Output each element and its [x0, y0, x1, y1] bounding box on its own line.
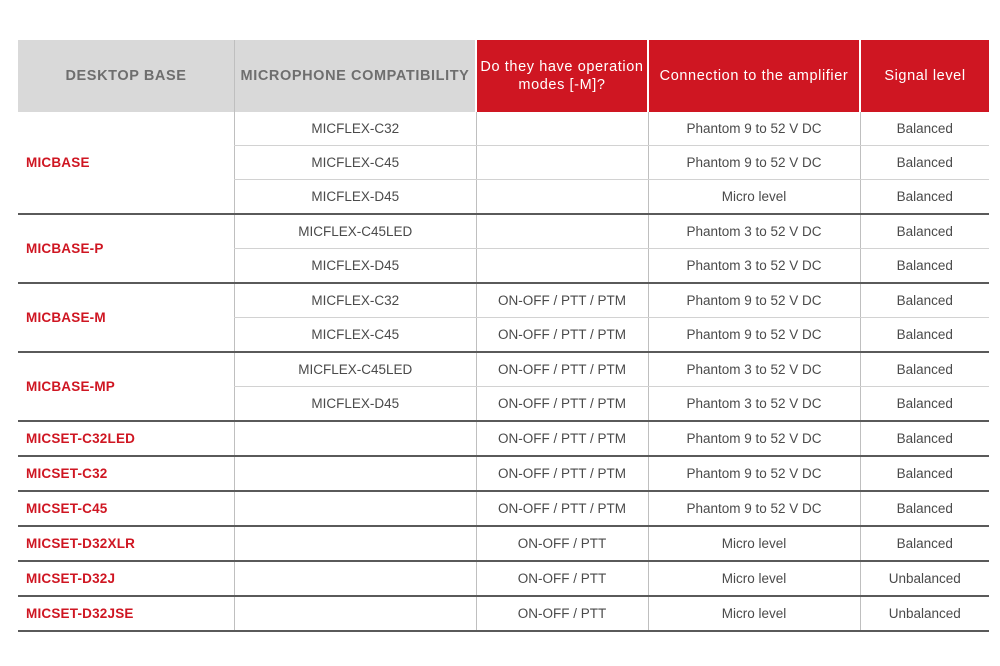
signal-level-cell: Balanced: [860, 491, 989, 526]
signal-level-cell: Balanced: [860, 214, 989, 249]
operation-modes-cell: ON-OFF / PTT / PTM: [476, 491, 648, 526]
microphone-cell: MICFLEX-D45: [235, 249, 477, 284]
microphone-cell: [235, 421, 477, 456]
signal-level-cell: Unbalanced: [860, 596, 989, 631]
connection-cell: Micro level: [648, 596, 860, 631]
column-header-connection: Connection to the amplifier: [648, 40, 860, 112]
signal-level-cell: Balanced: [860, 249, 989, 284]
desktop-base-cell: MICBASE-MP: [18, 352, 235, 421]
operation-modes-cell: ON-OFF / PTT: [476, 526, 648, 561]
connection-cell: Micro level: [648, 526, 860, 561]
signal-level-cell: Balanced: [860, 387, 989, 422]
table-row: [18, 596, 989, 631]
microphone-cell: MICFLEX-C32: [235, 112, 477, 146]
microphone-cell: [235, 491, 477, 526]
connection-cell: Phantom 3 to 52 V DC: [648, 387, 860, 422]
table-row: [18, 112, 989, 146]
table-row: [18, 561, 989, 596]
table-row: [18, 456, 989, 491]
operation-modes-cell: [476, 249, 648, 284]
desktop-base-cell: MICSET-D32XLR: [18, 526, 235, 561]
connection-cell: Phantom 9 to 52 V DC: [648, 112, 860, 146]
operation-modes-cell: ON-OFF / PTT / PTM: [476, 283, 648, 318]
table-header: [18, 40, 989, 112]
table-header-row: [18, 40, 989, 112]
table-body: [18, 112, 989, 631]
desktop-base-cell: MICSET-C32: [18, 456, 235, 491]
signal-level-cell: Unbalanced: [860, 561, 989, 596]
table-row: [18, 214, 989, 249]
desktop-base-cell: MICSET-D32JSE: [18, 596, 235, 631]
compatibility-table-container: [18, 40, 982, 632]
operation-modes-cell: ON-OFF / PTT / PTM: [476, 387, 648, 422]
table-row: [18, 526, 989, 561]
column-header-operation-modes: Do they have operation modes [-M]?: [476, 40, 648, 112]
connection-cell: Phantom 3 to 52 V DC: [648, 352, 860, 387]
operation-modes-cell: ON-OFF / PTT / PTM: [476, 352, 648, 387]
signal-level-cell: Balanced: [860, 146, 989, 180]
connection-cell: Phantom 9 to 52 V DC: [648, 491, 860, 526]
microphone-cell: [235, 456, 477, 491]
microphone-cell: MICFLEX-C45: [235, 318, 477, 353]
column-header-signal-level: Signal level: [860, 40, 989, 112]
microphone-cell: [235, 561, 477, 596]
signal-level-cell: Balanced: [860, 526, 989, 561]
microphone-cell: MICFLEX-C45: [235, 146, 477, 180]
table-row: [18, 283, 989, 318]
operation-modes-cell: [476, 180, 648, 215]
desktop-base-cell: MICSET-C32LED: [18, 421, 235, 456]
microphone-cell: [235, 596, 477, 631]
connection-cell: Phantom 9 to 52 V DC: [648, 421, 860, 456]
microphone-cell: MICFLEX-C45LED: [235, 352, 477, 387]
connection-cell: Phantom 9 to 52 V DC: [648, 146, 860, 180]
operation-modes-cell: ON-OFF / PTT / PTM: [476, 421, 648, 456]
desktop-base-cell: MICSET-C45: [18, 491, 235, 526]
connection-cell: Micro level: [648, 561, 860, 596]
desktop-base-cell: MICBASE-M: [18, 283, 235, 352]
signal-level-cell: Balanced: [860, 352, 989, 387]
operation-modes-cell: ON-OFF / PTT / PTM: [476, 456, 648, 491]
operation-modes-cell: [476, 112, 648, 146]
table-row: [18, 421, 989, 456]
microphone-cell: MICFLEX-D45: [235, 180, 477, 215]
connection-cell: Phantom 3 to 52 V DC: [648, 214, 860, 249]
microphone-cell: MICFLEX-C45LED: [235, 214, 477, 249]
connection-cell: Phantom 9 to 52 V DC: [648, 318, 860, 353]
operation-modes-cell: [476, 146, 648, 180]
connection-cell: Phantom 3 to 52 V DC: [648, 249, 860, 284]
desktop-base-cell: MICSET-D32J: [18, 561, 235, 596]
column-header-desktop-base: DESKTOP BASE: [18, 40, 235, 112]
signal-level-cell: Balanced: [860, 318, 989, 353]
signal-level-cell: Balanced: [860, 112, 989, 146]
connection-cell: Phantom 9 to 52 V DC: [648, 283, 860, 318]
connection-cell: Phantom 9 to 52 V DC: [648, 456, 860, 491]
compatibility-table: [18, 40, 989, 632]
operation-modes-cell: ON-OFF / PTT / PTM: [476, 318, 648, 353]
operation-modes-cell: ON-OFF / PTT: [476, 561, 648, 596]
signal-level-cell: Balanced: [860, 180, 989, 215]
connection-cell: Micro level: [648, 180, 860, 215]
operation-modes-cell: ON-OFF / PTT: [476, 596, 648, 631]
microphone-cell: [235, 526, 477, 561]
desktop-base-cell: MICBASE: [18, 112, 235, 214]
signal-level-cell: Balanced: [860, 456, 989, 491]
microphone-cell: MICFLEX-D45: [235, 387, 477, 422]
table-row: [18, 491, 989, 526]
signal-level-cell: Balanced: [860, 421, 989, 456]
table-row: [18, 352, 989, 387]
operation-modes-cell: [476, 214, 648, 249]
column-header-microphone-compatibility: MICROPHONE COMPATIBILITY: [235, 40, 477, 112]
signal-level-cell: Balanced: [860, 283, 989, 318]
desktop-base-cell: MICBASE-P: [18, 214, 235, 283]
microphone-cell: MICFLEX-C32: [235, 283, 477, 318]
